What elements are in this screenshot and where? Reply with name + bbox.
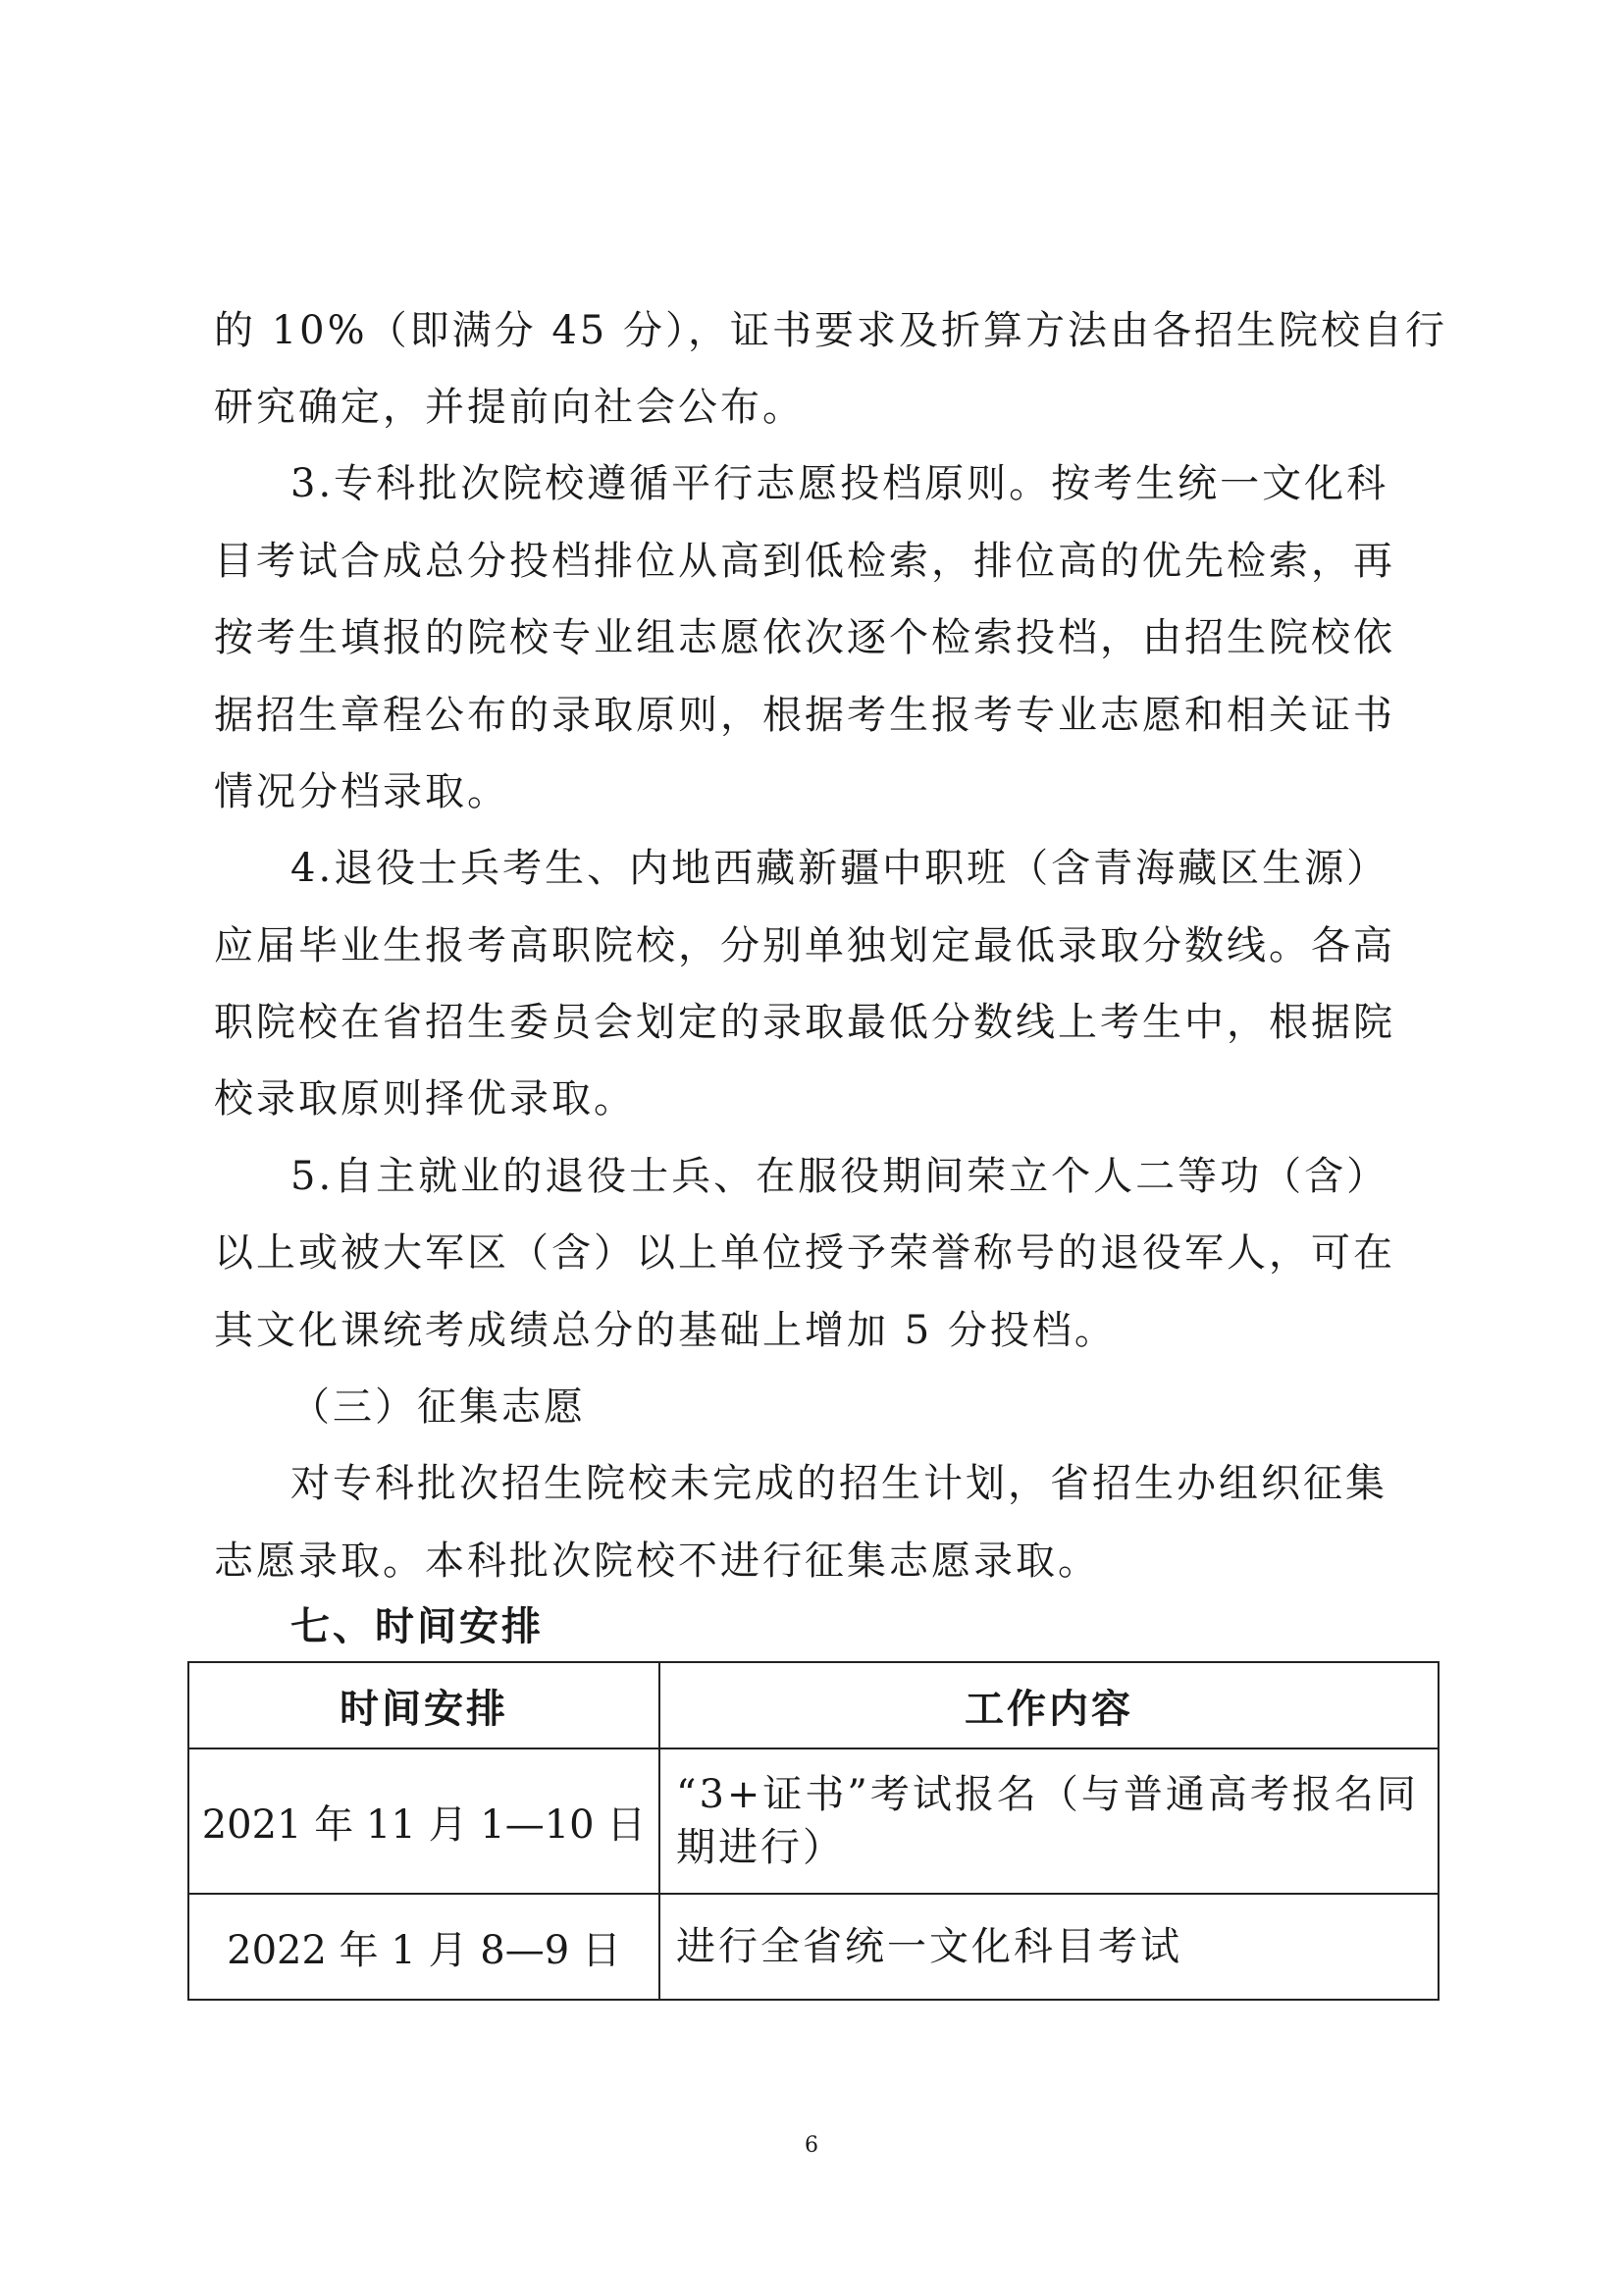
cell-content-line: 期进行） — [676, 1825, 845, 1870]
paragraph-line: 情况分档录取。 — [214, 769, 509, 814]
cell-content-line: “3+证书”考试报名（与普通高考报名同 — [676, 1772, 1419, 1817]
paragraph-line: 目考试合成总分投档排位从高到低检索，排位高的优先检索，再 — [214, 539, 1395, 584]
cell-time: 2021 年 11 月 1—10 日 — [188, 1748, 659, 1894]
paragraph-line: 4.退役士兵考生、内地西藏新疆中职班（含青海藏区生源） — [290, 846, 1389, 891]
paragraph-line: 研究确定，并提前向社会公布。 — [214, 385, 805, 430]
paragraph-line: 据招生章程公布的录取原则，根据考生报考专业志愿和相关证书 — [214, 693, 1395, 738]
schedule-table — [187, 1661, 1440, 2001]
paragraph-line: 以上或被大军区（含）以上单位授予荣誉称号的退役军人，可在 — [214, 1230, 1395, 1276]
paragraph-line: 对专科批次招生院校未完成的招生计划，省招生办组织征集 — [290, 1461, 1387, 1506]
paragraph-line: 5.自主就业的退役士兵、在服役期间荣立个人二等功（含） — [290, 1154, 1389, 1199]
section-heading: 七、时间安排 — [290, 1604, 544, 1649]
cell-content-line: 进行全省统一文化科目考试 — [676, 1924, 1182, 1969]
table-header-row — [188, 1662, 1439, 1748]
paragraph-line: 其文化课统考成绩总分的基础上增加 5 分投档。 — [214, 1308, 1117, 1353]
cell-content — [659, 1894, 1439, 2000]
subsection-heading: （三）征集志愿 — [290, 1384, 586, 1430]
paragraph-line: 志愿录取。本科批次院校不进行征集志愿录取。 — [214, 1539, 1100, 1584]
header-time: 时间安排 — [188, 1662, 659, 1748]
paragraph-line: 校录取原则择优录取。 — [214, 1076, 636, 1122]
cell-time: 2022 年 1 月 8—9 日 — [188, 1894, 659, 2000]
table-row — [188, 1748, 1439, 1894]
page-number: 6 — [805, 2133, 818, 2158]
table-row — [188, 1894, 1439, 2000]
paragraph-line: 职院校在省招生委员会划定的录取最低分数线上考生中，根据院 — [214, 1000, 1395, 1045]
cell-content — [659, 1748, 1439, 1894]
paragraph-line: 应届毕业生报考高职院校，分别单独划定最低录取分数线。各高 — [214, 923, 1395, 968]
paragraph-line: 的 10%（即满分 45 分），证书要求及折算方法由各招生院校自行 — [214, 308, 1447, 353]
header-content: 工作内容 — [659, 1662, 1439, 1748]
paragraph-line: 3.专科批次院校遵循平行志愿投档原则。按考生统一文化科 — [290, 461, 1389, 506]
paragraph-line: 按考生填报的院校专业组志愿依次逐个检索投档，由招生院校依 — [214, 615, 1395, 660]
